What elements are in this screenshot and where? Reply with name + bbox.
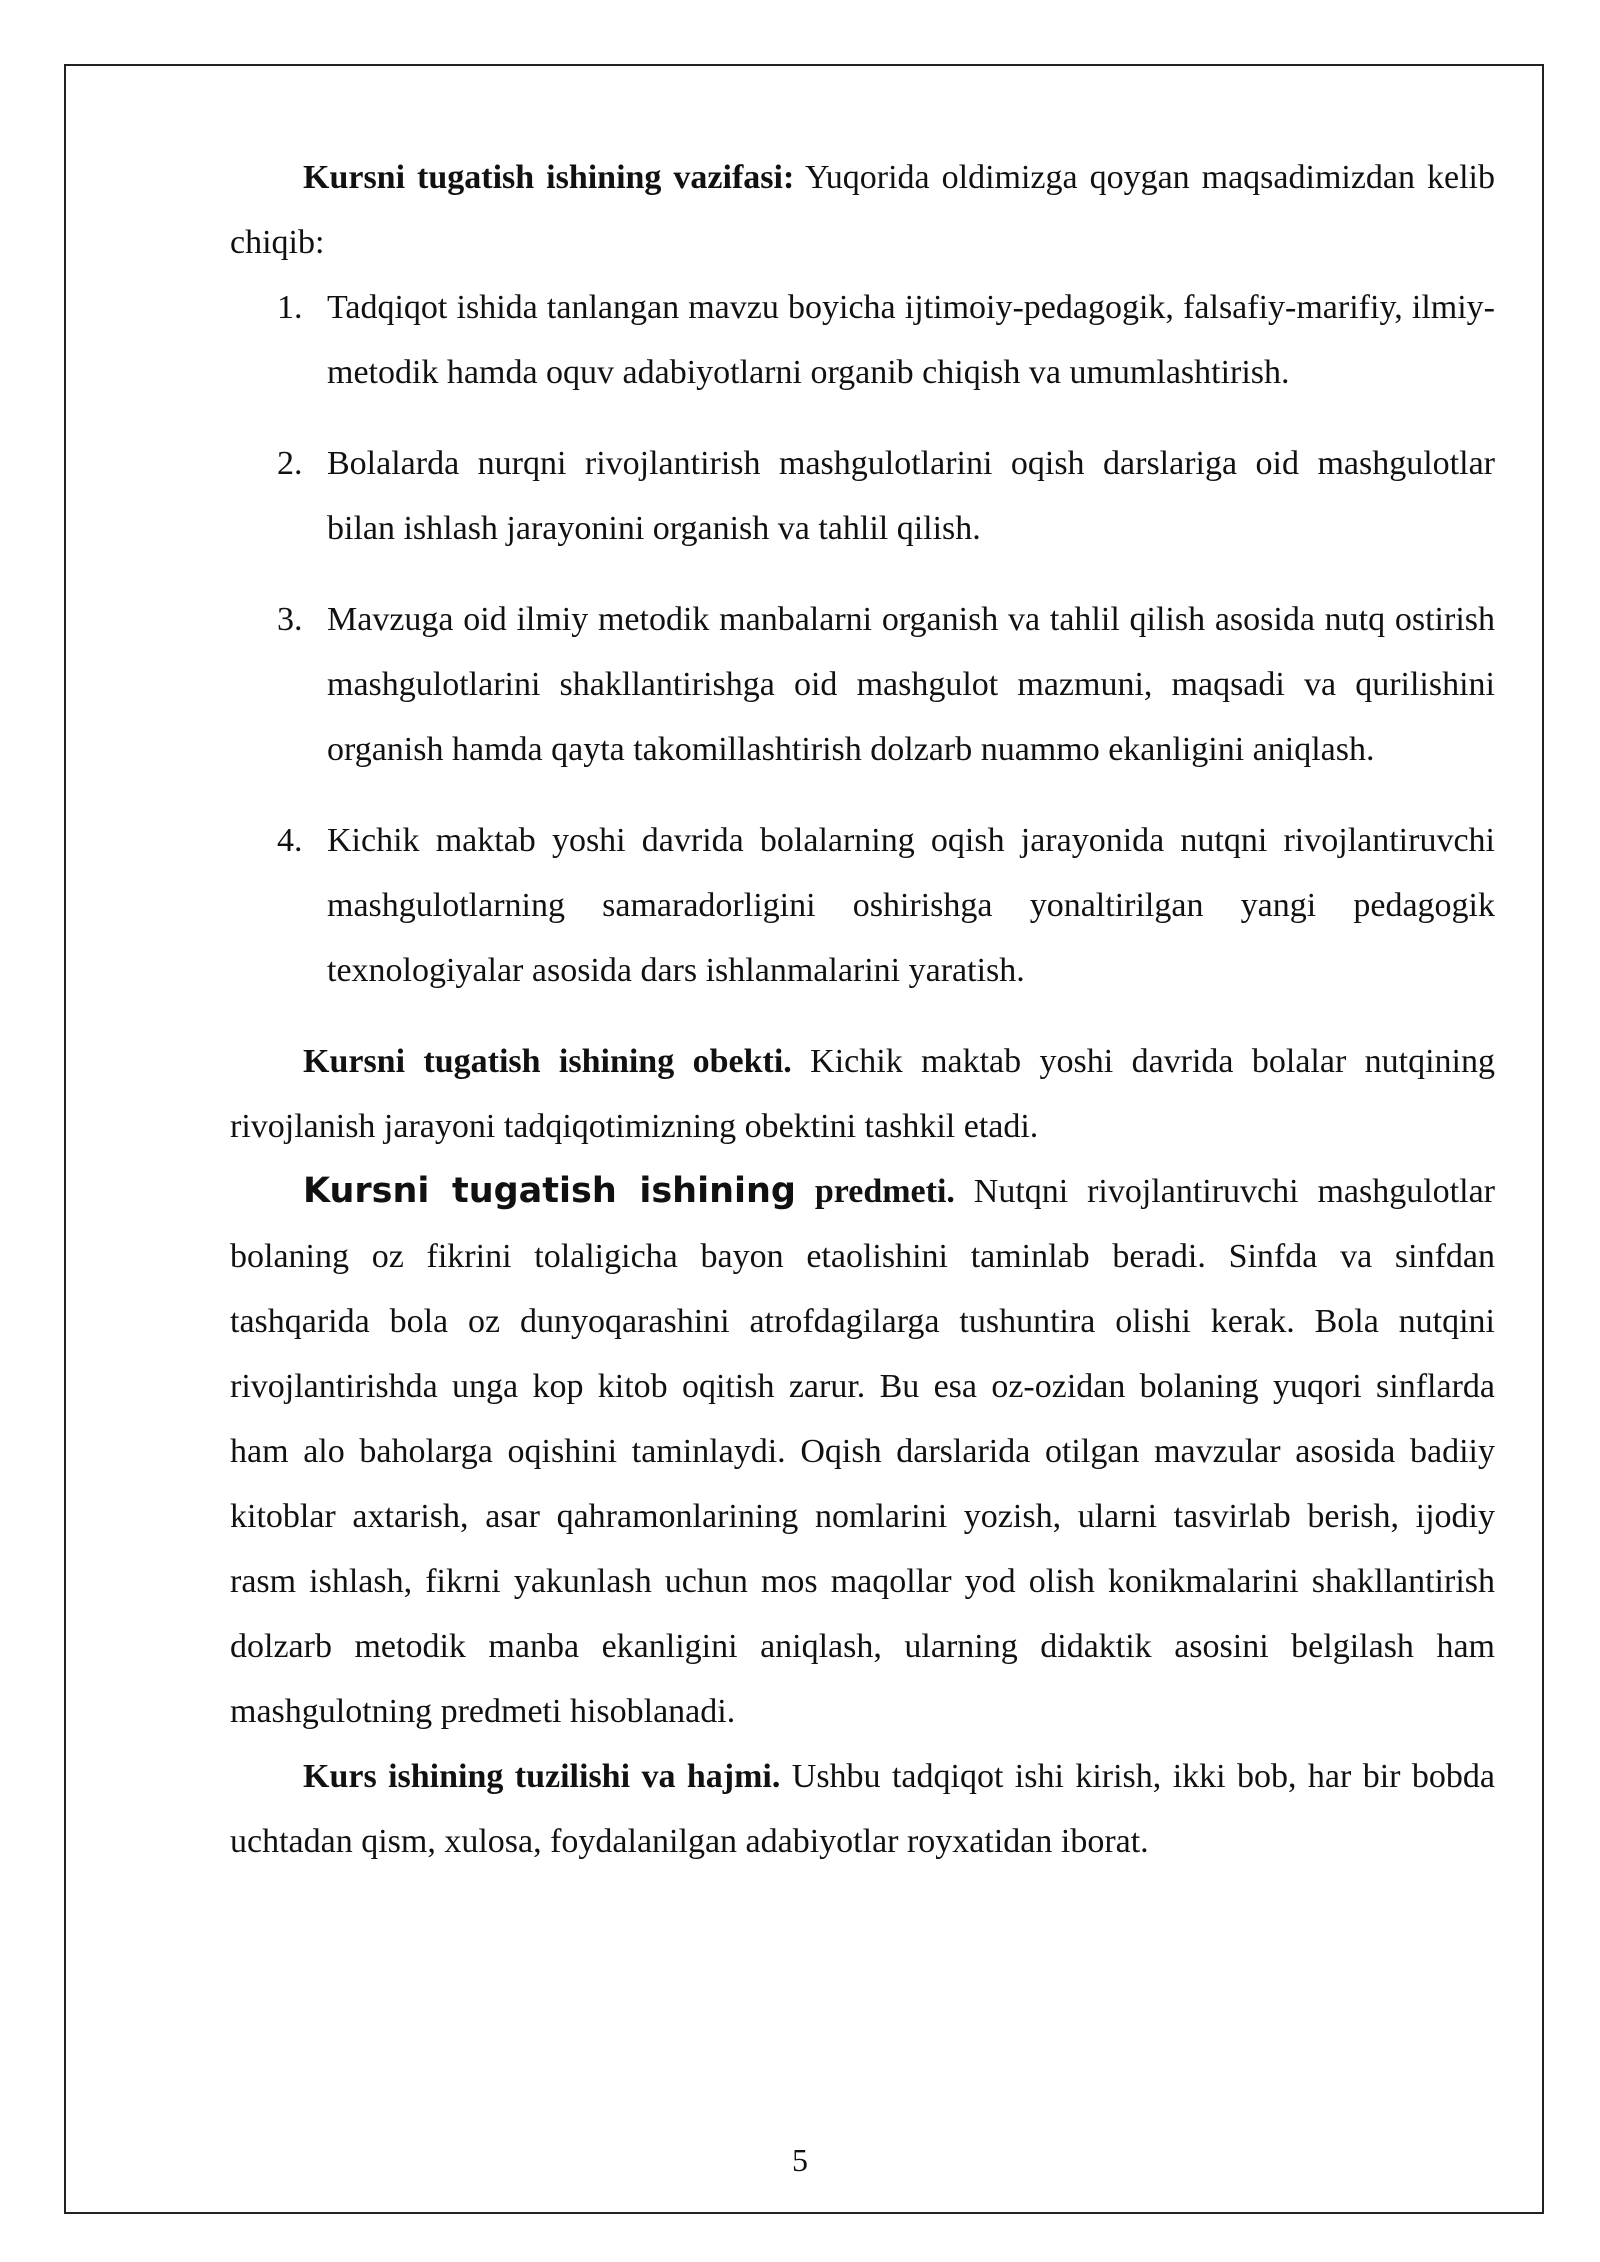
text-vazifa: Yuqorida oldimizga qoygan maqsadimizdan kelib chiqib: — [230, 159, 1495, 261]
list-item-number: 4. — [277, 822, 303, 859]
list-item-text: Mavzuga oid ilmiy metodik manbalarni organish va tahlil qilish asosida nutq ostirish mashgulotlarini shakllantirishga oid mashgulot mazmuni, maqsadi va qurilishini organish hamda qayta takomillashtirish dolzarb nuammo ekanligini aniqlash. — [327, 601, 1495, 768]
list-item — [277, 587, 1495, 782]
paragraph-predmet — [230, 1159, 1495, 1744]
list-item-text: Tadqiqot ishida tanlangan mavzu boyicha ijtimoiy-pedagogik, falsafiy-marifiy, ilmiy-metodik hamda oquv adabiyotlarni organib chiqish va umumlashtirish. — [327, 289, 1495, 391]
list-item-number: 1. — [277, 289, 303, 326]
list-item — [277, 808, 1495, 1003]
list-item — [277, 431, 1495, 561]
list-item-number: 3. — [277, 601, 303, 638]
paragraph-tuzilish — [230, 1744, 1495, 1874]
heading-predmet-serif: predmeti. — [795, 1173, 955, 1210]
heading-predmet-sans: Kursni tugatish ishining — [303, 1171, 796, 1211]
list-item — [277, 275, 1495, 405]
list-item-text: Bolalarda nurqni rivojlantirish mashgulotlarini oqish darslariga oid mashgulotlar bilan ishlash jarayonini organish va tahlil qilish. — [327, 445, 1495, 547]
heading-vazifa: Kursni tugatish ishining vazifasi: — [303, 159, 795, 196]
text-predmet: Nutqni rivojlantiruvchi mashgulotlar bolaning oz fikrini tolaligicha bayon etaolishini taminlab beradi. Sinfda va sinfdan tashqarida bola oz dunyoqarashini atrofdagilarga tushuntira olishi kerak. Bola nutqini rivojlantirishda unga kop kitob oqitish zarur. Bu esa oz-ozidan bolaning yuqori sinflarda ham alo baholarga oqishini taminlaydi. Oqish darslarida otilgan mavzular asosida badiiy kitoblar axtarish, asar qahramonlarining nomlarini yozish, ularni tasvirlab berish, ijodiy rasm ishlash, fikrni yakunlash uchun mos maqollar yod olish konikmalarini shakllantirish dolzarb metodik manba ekanligini aniqlash, ularning didaktik asosini belgilash ham mashgulotning predmeti hisoblanadi. — [230, 1173, 1495, 1730]
paragraph-vazifa — [230, 145, 1495, 275]
paragraph-obekt — [230, 1029, 1495, 1159]
text-tuzilish: Ushbu tadqiqot ishi kirish, ikki bob, har bir bobda uchtadan qism, xulosa, foydalanilgan adabiyotlar royxatidan iborat. — [230, 1758, 1495, 1860]
page-number: 5 — [792, 2142, 808, 2178]
text-obekt: Kichik maktab yoshi davrida bolalar nutqining rivojlanish jarayoni tadqiqotimizning obektini tashkil etadi. — [230, 1043, 1495, 1145]
heading-tuzilish: Kurs ishining tuzilishi va hajmi. — [303, 1758, 781, 1795]
document-body — [230, 145, 1495, 1874]
list-item-text: Kichik maktab yoshi davrida bolalarning oqish jarayonida nutqni rivojlantiruvchi mashgulotlarning samaradorligini oshirishga yonaltirilgan yangi pedagogik texnologiyalar asosida dars ishlanmalarini yaratish. — [327, 822, 1495, 989]
heading-obekt: Kursni tugatish ishining obekti. — [303, 1043, 792, 1080]
task-list — [230, 275, 1495, 1003]
list-item-number: 2. — [277, 445, 303, 482]
